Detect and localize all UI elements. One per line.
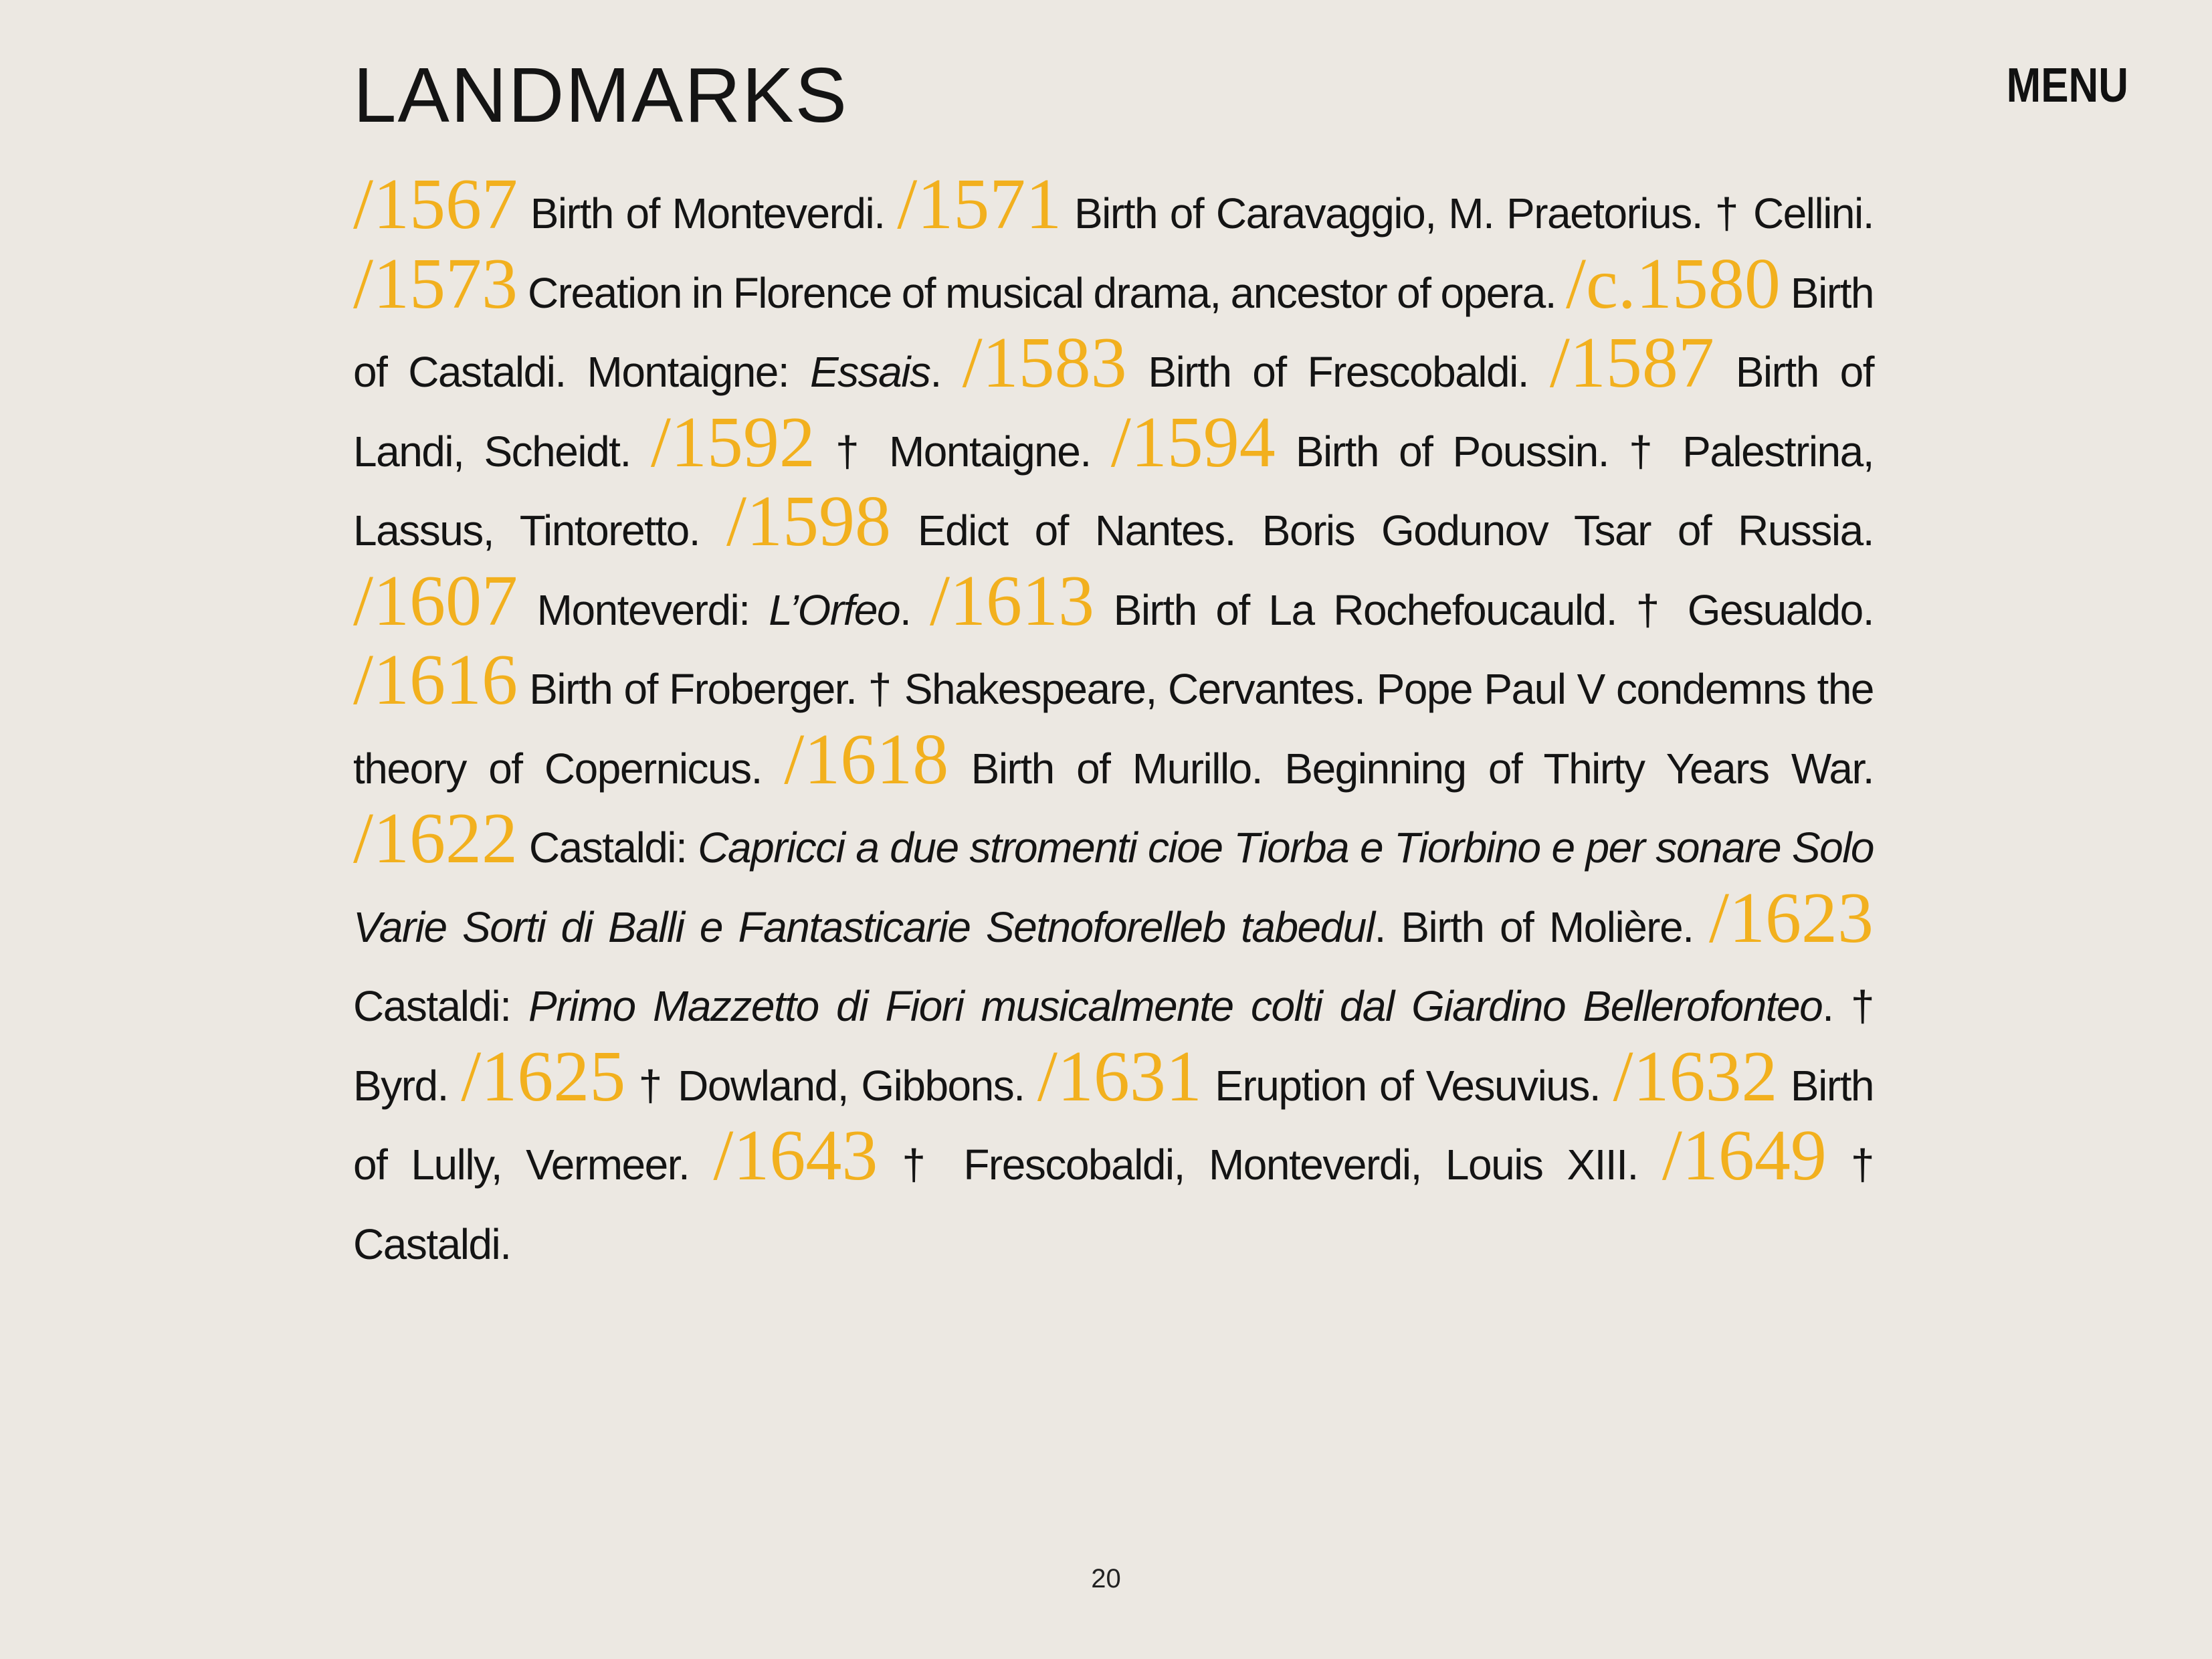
entry-fragment: Birth of La Rochefoucauld. † Gesualdo. — [1094, 585, 1874, 634]
timeline-entry-text — [815, 427, 1111, 476]
entry-fragment: † Castaldi. — [353, 1141, 1874, 1268]
timeline-entry-text — [518, 269, 1566, 317]
timeline-year: /1592 — [650, 402, 815, 482]
timeline-year: /1649 — [1662, 1116, 1827, 1195]
timeline-entry-text — [878, 1141, 1662, 1189]
entry-fragment: Monteverdi: — [518, 585, 769, 634]
timeline-year: /c.1580 — [1565, 243, 1781, 324]
timeline-year: /1631 — [1037, 1036, 1202, 1116]
entry-fragment: Birth of Monteverdi. — [518, 189, 898, 237]
entry-fragment: Castaldi: — [518, 823, 698, 872]
entry-fragment: Birth of Caravaggio, M. Praetorius. † Cellini. — [1062, 189, 1874, 237]
timeline-entry-text — [948, 745, 1874, 793]
timeline-entry-text — [891, 506, 1874, 555]
timeline-year: /1607 — [353, 561, 518, 641]
menu-button[interactable]: MENU — [2006, 59, 2128, 112]
timeline-entry-text — [1202, 1062, 1613, 1110]
timeline-year: /1594 — [1110, 402, 1276, 482]
timeline-year: /1632 — [1613, 1036, 1778, 1116]
timeline-entry-text — [625, 1062, 1037, 1110]
timeline-year: /1623 — [1709, 878, 1874, 958]
timeline-year: /1598 — [726, 482, 891, 561]
timeline-year: /1618 — [784, 719, 949, 799]
timeline-year: /1567 — [353, 165, 518, 244]
work-title: Primo Mazzetto di Fiori musicalmente colti dal Giardino Bellerofonteo — [528, 982, 1823, 1030]
entry-fragment: Birth of Murillo. Beginning of Thirty Years War. — [948, 744, 1874, 793]
entry-fragment: Edict of Nantes. Boris Godunov Tsar of Russia. — [890, 506, 1874, 555]
timeline-entry-text — [518, 586, 930, 634]
timeline-entry-text — [518, 189, 897, 237]
timeline-year: /1643 — [713, 1116, 878, 1195]
work-title: Essais — [809, 348, 930, 396]
work-title: Capricci a due stromenti cioe Tiorba e Tiorbino e per sonare Solo Varie Sorti di Balli e Fantasticarie Setnoforelleb tabedul — [353, 823, 1874, 951]
entry-fragment: . Birth of Molière. — [1374, 902, 1709, 951]
page-number: 20 — [1091, 1564, 1121, 1593]
entry-fragment: . † Byrd. — [353, 982, 1874, 1110]
entry-fragment: Birth of Lully, Vermeer. — [353, 1061, 1874, 1189]
timeline-entry-text — [353, 823, 1874, 951]
entry-fragment: Birth of Poussin. † Palestrina, Lassus, Tintoretto. — [353, 427, 1874, 555]
entry-fragment: † Frescobaldi, Monteverdi, Louis XIII. — [878, 1141, 1662, 1189]
timeline-year: /1587 — [1549, 323, 1714, 403]
entry-fragment: Eruption of Vesuvius. — [1201, 1061, 1613, 1110]
timeline-entry-text — [1127, 348, 1550, 396]
timeline-year: /1613 — [929, 561, 1094, 641]
entry-fragment: Castaldi: — [353, 982, 528, 1030]
entry-fragment: † Dowland, Gibbons. — [625, 1061, 1037, 1110]
timeline-year: /1622 — [353, 799, 518, 878]
entry-fragment: Birth of Castaldi. Montaigne: — [353, 268, 1874, 396]
entry-fragment: Birth of Froberger. † Shakespeare, Cervantes. Pope Paul V condemns the theory of Copernicus. — [353, 665, 1874, 793]
timeline-year: /1616 — [353, 640, 518, 720]
timeline-year: /1571 — [897, 165, 1062, 244]
work-title: L’Orfeo — [769, 585, 900, 634]
entry-fragment: † Montaigne. — [815, 427, 1111, 476]
timeline-year: /1573 — [353, 243, 518, 324]
entry-fragment: Creation in Florence of musical drama, ancestor of opera. — [518, 268, 1566, 317]
entry-fragment: . — [900, 585, 930, 634]
timeline-year: /1583 — [962, 323, 1127, 403]
timeline-entry-text — [1062, 189, 1874, 237]
timeline-year: /1625 — [461, 1036, 626, 1116]
page-title: LANDMARKS — [353, 52, 848, 138]
landmarks-timeline — [353, 165, 1874, 1284]
entry-fragment: Birth of Frescobaldi. — [1126, 348, 1550, 396]
entry-fragment: Birth of Landi, Scheidt. — [353, 348, 1874, 476]
timeline-entry-text — [1094, 586, 1874, 634]
entry-fragment: . — [930, 348, 963, 396]
